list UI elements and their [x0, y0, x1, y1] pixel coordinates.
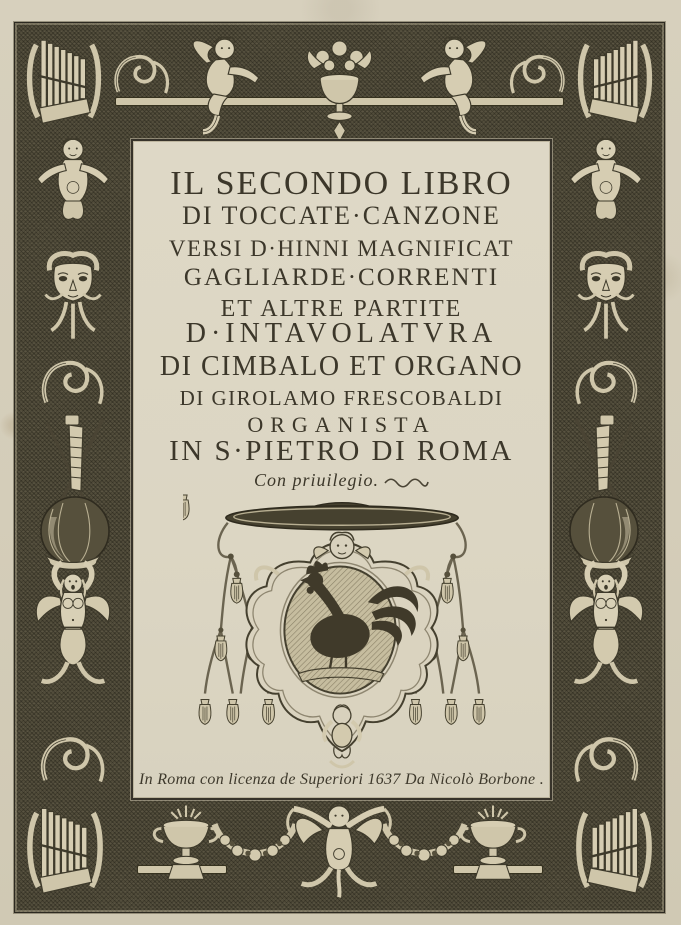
- winged-putto-icon: [175, 31, 267, 139]
- organ-pipes-icon: [576, 31, 654, 131]
- galero-hat-icon: [226, 503, 458, 530]
- title-line-4: GAGLIARDE·CORRENTI: [183, 264, 500, 291]
- privilege-note: [133, 470, 550, 491]
- cherub-head-icon: [314, 532, 370, 558]
- imprint-line: In Roma con licenza de Superiori 1637 Da Nicolò Borbone .: [138, 771, 545, 788]
- title-line-7: DI CIMBALO ET ORGANO: [159, 351, 524, 382]
- title-line-9: ORGANISTA: [247, 412, 436, 437]
- winged-putto-icon: [279, 795, 399, 913]
- acanthus-scroll-icon: [506, 41, 568, 103]
- grotesque-mask-icon: [564, 247, 648, 347]
- title-line-2: DI TOCCATE·CANZONE: [182, 201, 501, 230]
- organ-pipes-icon: [574, 799, 654, 901]
- title-line-5: ET ALTRE PARTITE: [220, 296, 463, 322]
- standing-putto-icon: [29, 135, 117, 245]
- winged-siren-icon: [27, 545, 119, 717]
- title-line-10: IN S·PIETRO DI ROMA: [169, 435, 514, 467]
- winged-putto-icon: [412, 31, 504, 139]
- standing-putto-icon: [562, 135, 650, 245]
- coat-of-arms: [183, 491, 501, 773]
- title-line-3: VERSI D·HINNI MAGNIFICAT: [168, 236, 515, 261]
- engraved-border-frame: [14, 22, 665, 913]
- organ-pipes-icon: [25, 31, 103, 131]
- flourish-ornament: [383, 476, 429, 488]
- title-line-1: IL SECONDO LIBRO: [170, 165, 513, 202]
- grotesque-mask-icon: [31, 247, 115, 347]
- title-line-6: D·INTAVOLATVRA: [185, 318, 498, 349]
- acanthus-scroll-icon: [111, 41, 173, 103]
- title-panel: [131, 139, 552, 800]
- acanthus-scroll-icon: [568, 345, 644, 415]
- privilege-text: Con priuilegio.: [253, 470, 379, 490]
- flower-vase-icon: [292, 35, 387, 145]
- acanthus-scroll-icon: [35, 345, 111, 415]
- title-line-8: DI GIROLAMO FRESCOBALDI: [179, 386, 504, 410]
- acanthus-scroll-icon: [570, 721, 642, 793]
- acanthus-scroll-icon: [37, 721, 109, 793]
- organ-pipes-icon: [25, 799, 105, 901]
- winged-siren-icon: [560, 545, 652, 717]
